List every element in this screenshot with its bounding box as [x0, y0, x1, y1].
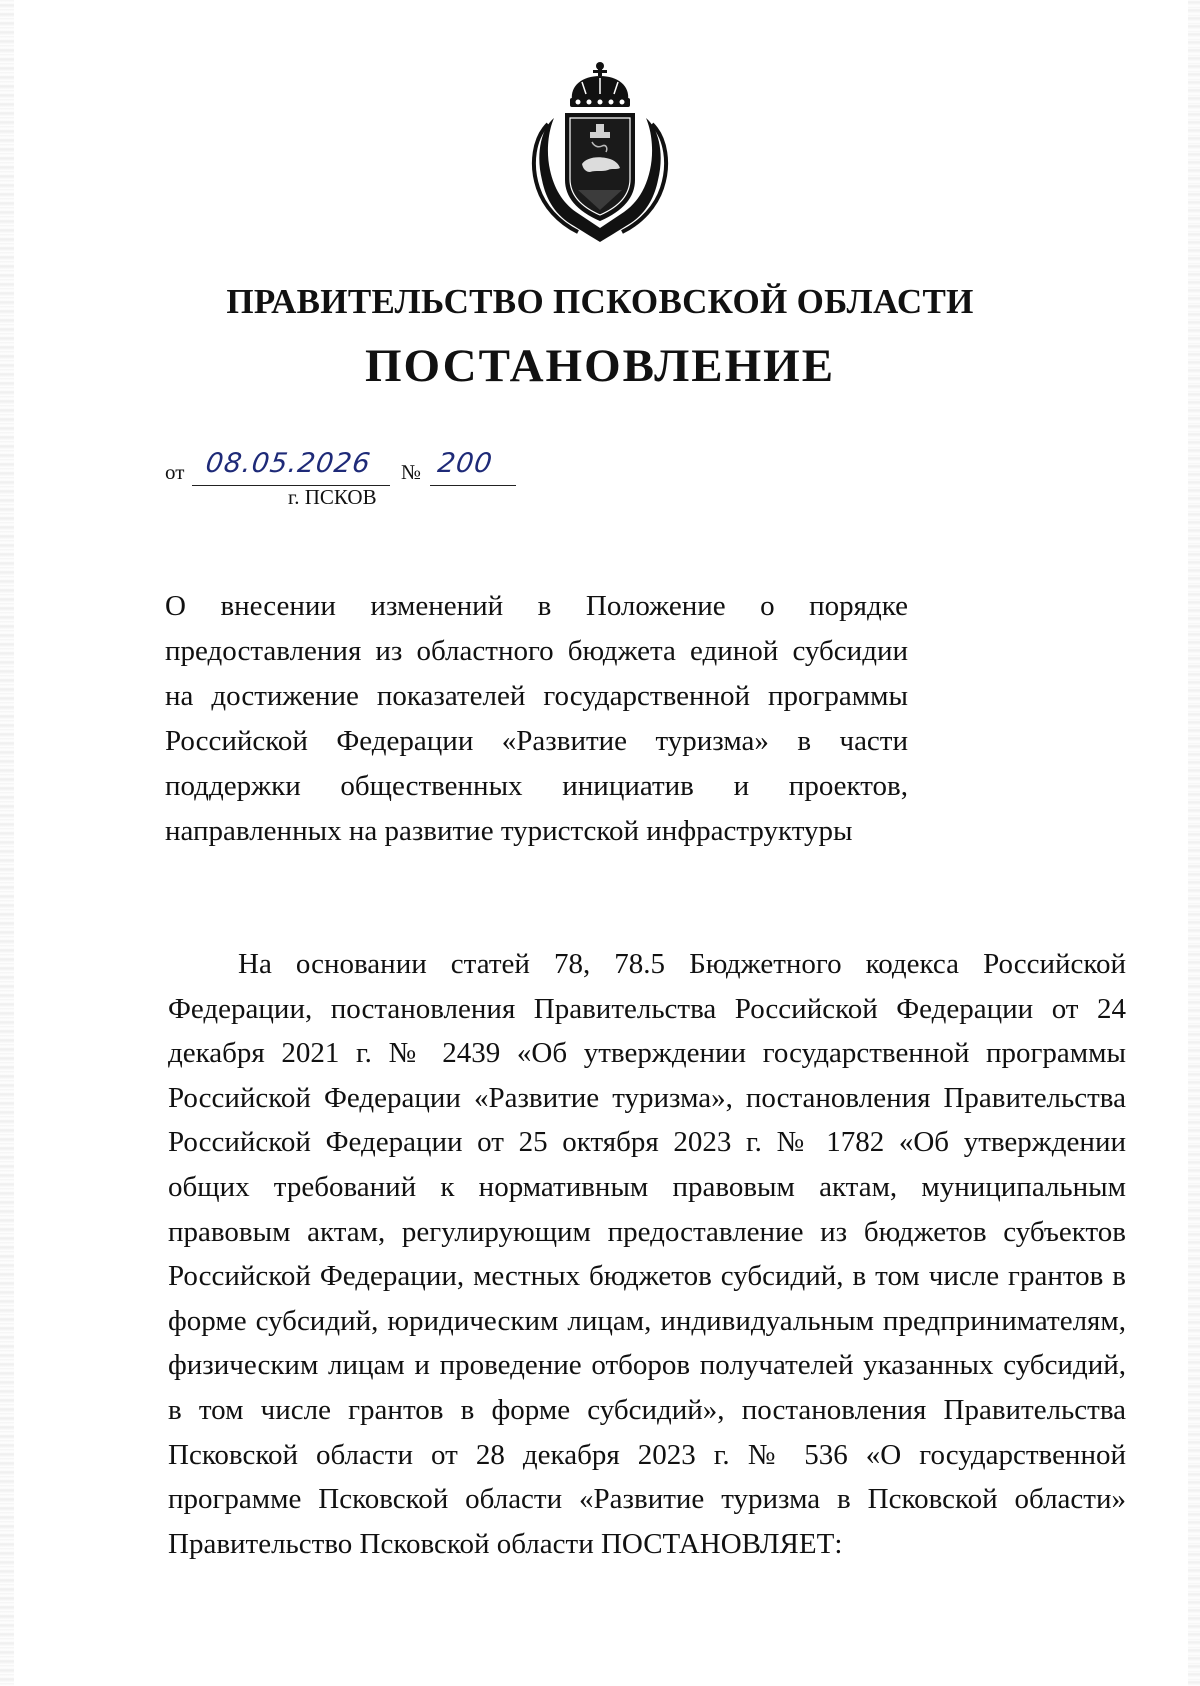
date-prefix: от — [165, 460, 185, 484]
date-field — [192, 448, 390, 486]
preamble-paragraph: На основании статей 78, 78.5 Бюджетного кодекса Российской Федерации, постановления Правительства Российской Федерации от 24 декабря 2021 г. № 2439 «Об утверждении государственной программы Российской Федерации «Развитие туризма», постановления Правительства Российской Федерации от 25 октября 2023 г. № 1782 «Об утверждении общих требований к нормативным правовым актам, муниципальным правовым актам, регулирующим предоставление из бюджетов субъектов Российской Федерации, местных бюджетов субсидий, в том числе грантов в форме субсидий, юридическим лицам, индивидуальным предпринимателям, физическим лицам и проведение отборов получателей указанных субсидий, в том числе грантов в форме субсидий», постановления Правительства Псковской области от 28 декабря 2023 г. № 536 «О государственной программе Псковской области «Развитие туризма в Псковской области» Правительство Псковской области ПОСТАНОВЛЯЕТ: — [168, 948, 1126, 1560]
scan-edge-left — [0, 0, 14, 1686]
coat-of-arms-icon — [526, 60, 674, 244]
number-field — [430, 448, 516, 486]
handwritten-number: 200 — [435, 448, 495, 479]
document-subject: О внесении изменений в Положение о порядке предоставления из областного бюджета единой субсидии на достижение показателей государственной программы Российской Федерации «Развитие туризма» в части поддержки общественных инициатив и проектов, направленных на развитие туристской инфраструктуры — [165, 590, 908, 847]
government-title: ПРАВИТЕЛЬСТВО ПСКОВСКОЙ ОБЛАСТИ — [226, 282, 974, 321]
city-label: г. ПСКОВ — [288, 485, 377, 509]
number-prefix: № — [401, 460, 422, 484]
handwritten-date: 08.05.2026 — [203, 448, 373, 479]
document-type-title: ПОСТАНОВЛЕНИЕ — [364, 340, 836, 392]
scan-edge-right — [1188, 0, 1200, 1686]
